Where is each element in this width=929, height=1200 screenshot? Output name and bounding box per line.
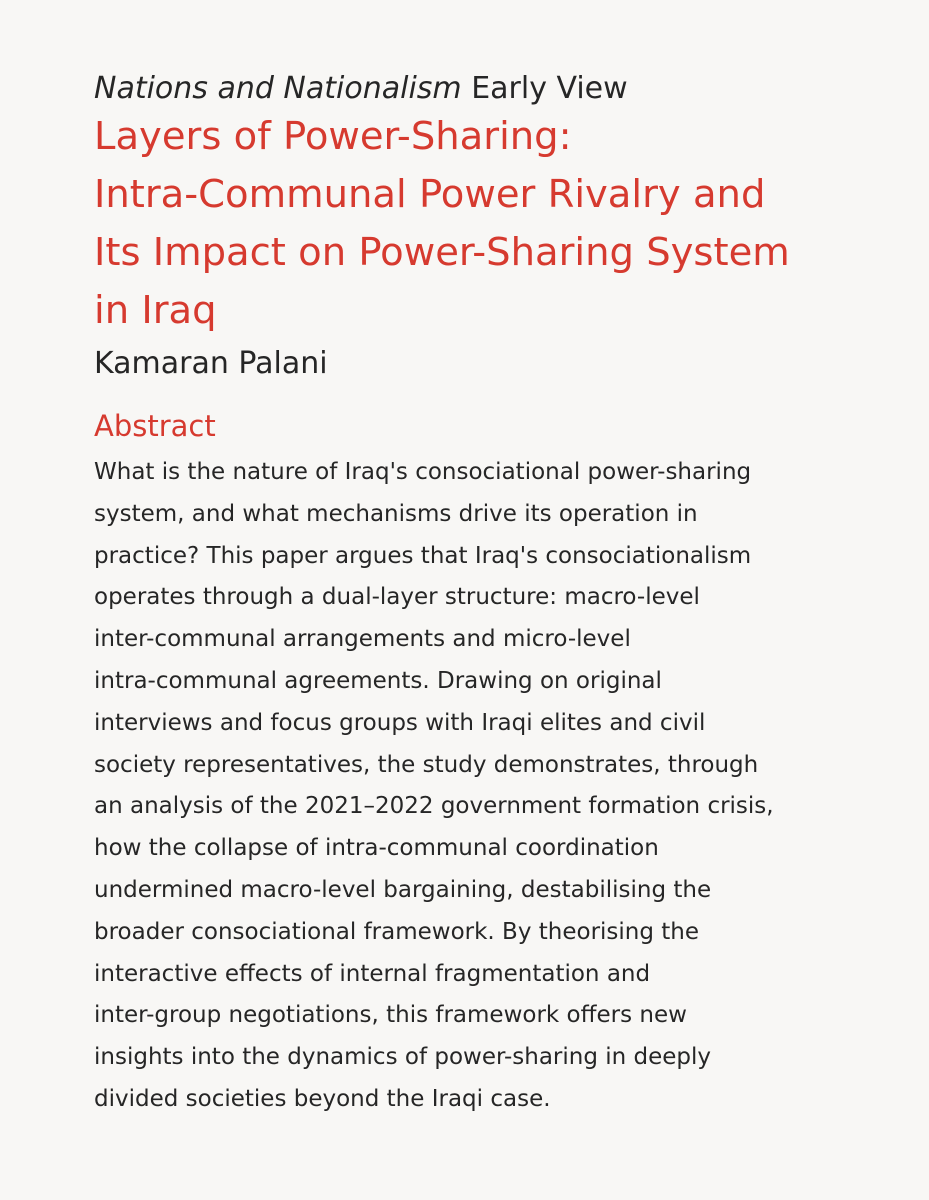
abstract-heading: Abstract <box>94 409 216 443</box>
abstract-line: intra-communal agreements. Drawing on original <box>94 667 662 694</box>
abstract-line: society representatives, the study demonstrates, through <box>94 751 759 778</box>
title-line: Intra-Communal Power Rivalry and <box>94 172 766 217</box>
abstract-line: What is the nature of Iraq's consociational power-sharing <box>94 459 752 485</box>
abstract-line: interviews and focus groups with Iraqi elites and civil <box>94 709 706 736</box>
abstract-line: how the collapse of intra-communal coordination <box>94 835 659 862</box>
title-line: Its Impact on Power-Sharing System <box>94 230 790 275</box>
journal-line <box>94 70 889 108</box>
abstract-line: practice? This paper argues that Iraq's consociationalism <box>94 542 752 569</box>
abstract-line: an analysis of the 2021–2022 government formation crisis, <box>94 793 774 820</box>
title-line: Layers of Power-Sharing: <box>94 114 572 159</box>
abstract-line: inter-group negotiations, this framework offers new <box>94 1002 687 1029</box>
abstract-line: undermined macro-level bargaining, destabilising the <box>94 876 712 903</box>
title-line: in Iraq <box>94 288 217 333</box>
article-title <box>94 108 889 340</box>
abstract-line: operates through a dual-layer structure: macro-level <box>94 584 700 611</box>
abstract-line: broader consociational framework. By theorising the <box>94 918 700 945</box>
journal-status: Early View <box>471 71 628 106</box>
journal-name: Nations and Nationalism <box>94 71 462 106</box>
abstract-line: interactive effects of internal fragmentation and <box>94 960 651 987</box>
abstract-line: system, and what mechanisms drive its operation in <box>94 500 698 527</box>
author-name: Kamaran Palani <box>94 346 328 381</box>
abstract-line: divided societies beyond the Iraqi case. <box>94 1085 551 1112</box>
abstract-body <box>94 452 889 1121</box>
abstract-line: inter-communal arrangements and micro-level <box>94 626 631 653</box>
abstract-line: insights into the dynamics of power-sharing in deeply <box>94 1044 712 1071</box>
